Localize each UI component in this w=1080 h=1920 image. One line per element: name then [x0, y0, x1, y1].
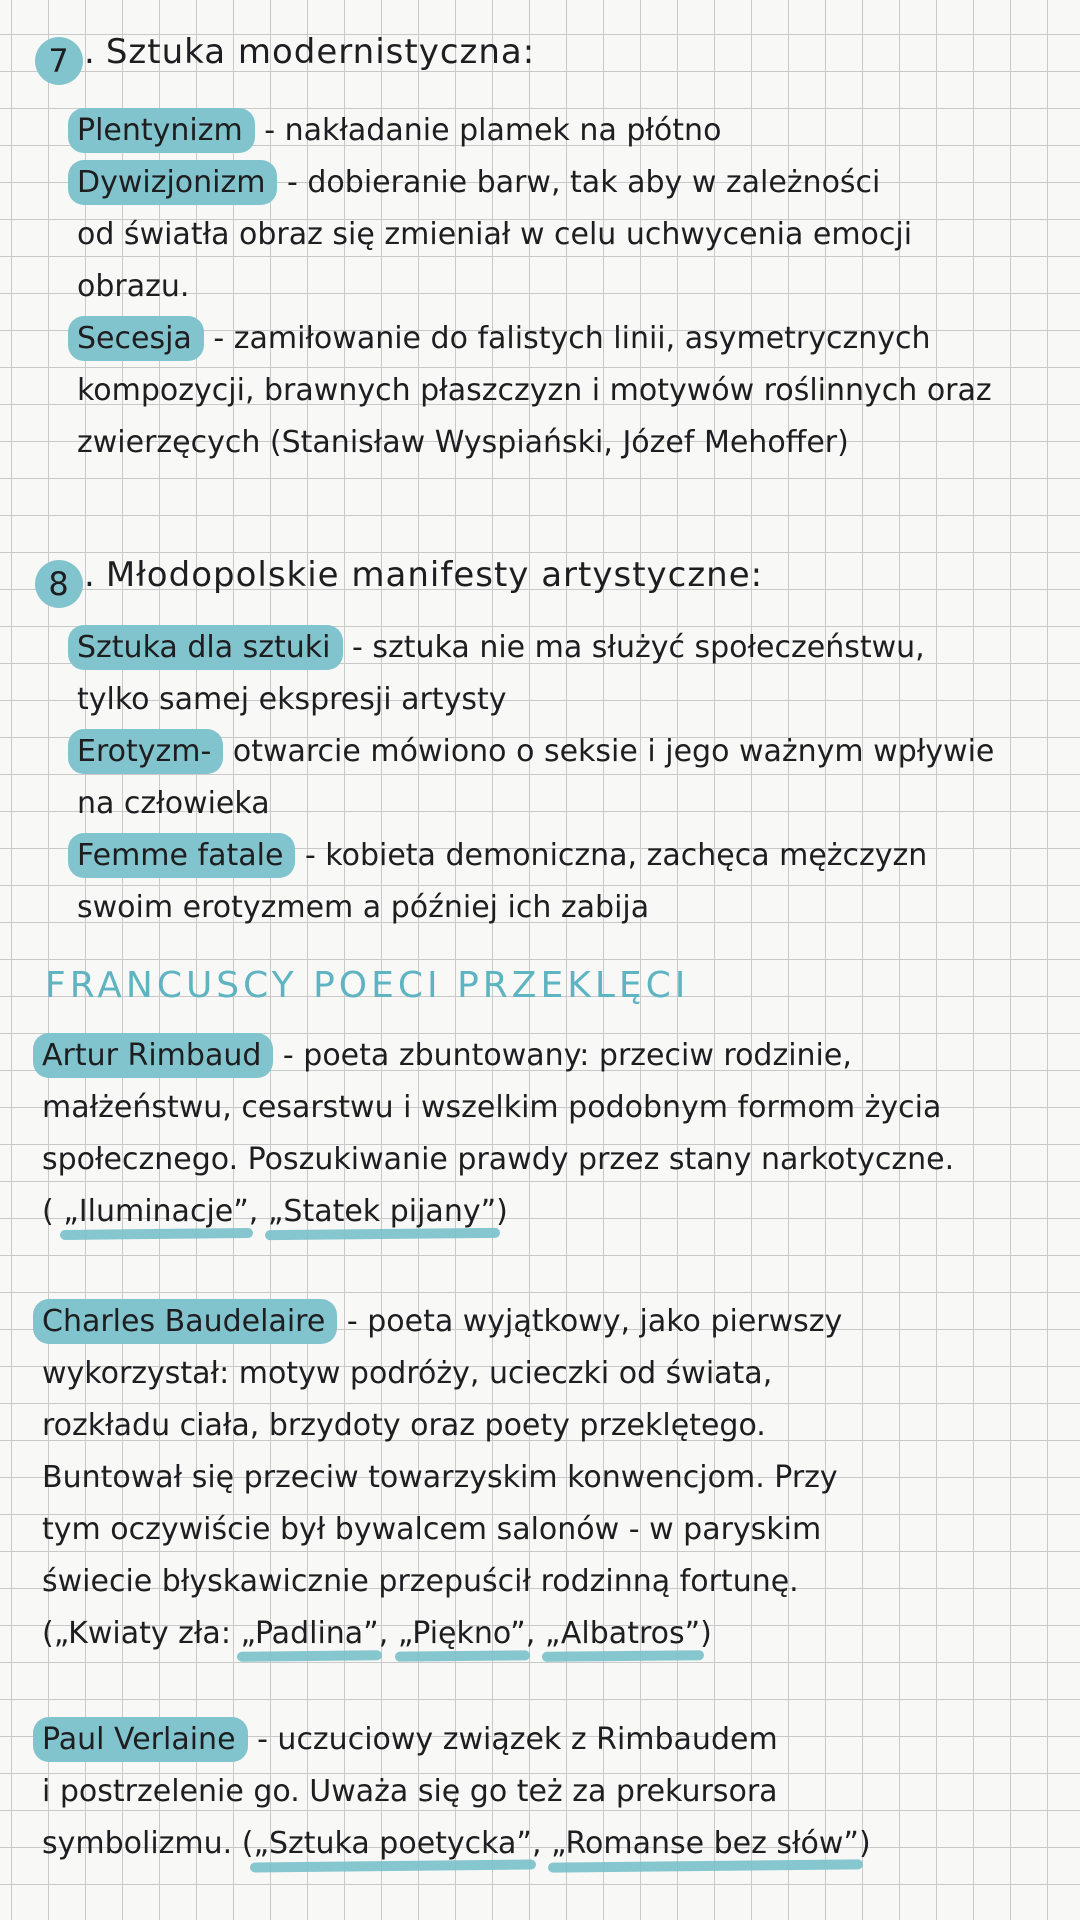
underlined-work-title: „Statek pijany”	[267, 1194, 497, 1229]
section-heading	[35, 549, 1080, 608]
note-line	[77, 313, 1080, 365]
text-segment: swoim erotyzmem a później ich zabija	[77, 890, 650, 925]
text-segment: tym oczywiście był bywalcem salonów - w paryskim	[42, 1512, 822, 1547]
teal-subheading: FRANCUSCY POECI PRZEKLĘCI	[45, 965, 690, 1006]
text-segment: świecie błyskawicznie przepuścił rodzinną fortunę.	[42, 1564, 799, 1599]
text-segment: - sztuka nie ma służyć społeczeństwu,	[342, 630, 925, 665]
note-paragraph	[42, 1030, 1080, 1238]
note-line	[42, 1556, 1080, 1608]
text-segment: otwarcie mówiono o seksie i jego ważnym wpływie	[223, 734, 995, 769]
highlighted-term: Artur Rimbaud	[33, 1033, 273, 1078]
text-segment: (	[42, 1194, 64, 1229]
note-line	[42, 1186, 1080, 1238]
section-number-dot: .	[84, 32, 96, 72]
text-segment: - kobieta demoniczna, zachęca mężczyzn	[295, 838, 928, 873]
note-line	[42, 1400, 1080, 1452]
section-number-badge: 8	[35, 560, 83, 608]
note-paragraph	[77, 105, 1080, 469]
highlighted-term: Paul Verlaine	[33, 1717, 248, 1762]
highlighted-term: Secesja	[68, 316, 204, 361]
highlighted-term: Sztuka dla sztuki	[68, 625, 343, 670]
text-segment: obrazu.	[77, 269, 190, 304]
text-segment: - zamiłowanie do falistych linii, asymetrycznych	[203, 321, 931, 356]
text-segment: symbolizmu. (	[42, 1826, 254, 1861]
note-line	[42, 1608, 1080, 1660]
text-segment: ,	[525, 1616, 545, 1651]
highlighted-term: Plentynizm	[68, 108, 255, 153]
note-line	[77, 365, 1080, 417]
note-line	[77, 261, 1080, 313]
text-segment: zwierzęcych (Stanisław Wyspiański, Józef Mehoffer)	[77, 425, 849, 460]
underlined-work-title: „Padlina”	[240, 1616, 379, 1651]
underlined-work-title: „Iluminacje”	[63, 1194, 249, 1229]
section-title: Sztuka modernistyczna:	[105, 32, 536, 72]
note-line	[77, 105, 1080, 157]
note-line	[42, 1818, 1080, 1870]
underlined-work-title: „Piękno”	[397, 1616, 526, 1651]
text-segment: - dobieranie barw, tak aby w zależności	[277, 165, 881, 200]
text-segment: - poeta wyjątkowy, jako pierwszy	[337, 1304, 843, 1339]
text-segment: - nakładanie plamek na płótno	[254, 113, 722, 148]
note-line	[77, 882, 1080, 934]
note-line	[77, 209, 1080, 261]
section-number-badge: 7	[35, 37, 83, 85]
highlighted-term: Erotyzm-	[68, 729, 223, 774]
text-segment: - uczuciowy związek z Rimbaudem	[247, 1722, 778, 1757]
highlighted-term: Charles Baudelaire	[33, 1299, 337, 1344]
text-segment: Buntował się przeciw towarzyskim konwencjom. Przy	[42, 1460, 838, 1495]
note-line	[42, 1082, 1080, 1134]
text-segment: kompozycji, brawnych płaszczyzn i motywów roślinnych oraz	[77, 373, 992, 408]
note-line	[42, 1030, 1080, 1082]
note-line	[77, 157, 1080, 209]
text-segment: )	[858, 1826, 871, 1861]
underlined-work-title: „Romanse bez słów”	[551, 1826, 859, 1861]
text-segment: na człowieka	[77, 786, 270, 821]
note-line	[77, 778, 1080, 830]
text-segment: od światła obraz się zmieniał w celu uchwycenia emocji	[77, 217, 913, 252]
text-segment: małżeństwu, cesarstwu i wszelkim podobnym formom życia	[42, 1090, 942, 1125]
highlighted-term: Femme fatale	[68, 833, 295, 878]
text-segment: wykorzystał: motyw podróży, ucieczki od świata,	[42, 1356, 773, 1391]
note-line	[42, 1714, 1080, 1766]
note-line	[42, 1766, 1080, 1818]
text-segment: („Kwiaty zła:	[42, 1616, 241, 1651]
note-line	[42, 1296, 1080, 1348]
text-segment: )	[700, 1616, 712, 1651]
note-paragraph	[77, 622, 1080, 934]
note-line	[42, 1452, 1080, 1504]
note-line	[77, 622, 1080, 674]
text-segment: ,	[378, 1616, 398, 1651]
underlined-work-title: „Albatros”	[544, 1616, 701, 1651]
text-segment: ,	[248, 1194, 268, 1229]
text-segment: tylko samej ekspresji artysty	[77, 682, 507, 717]
section-number-dot: .	[84, 555, 96, 595]
note-line	[42, 1504, 1080, 1556]
section-heading	[35, 26, 1080, 85]
note-line	[77, 830, 1080, 882]
text-segment: rozkładu ciała, brzydoty oraz poety przeklętego.	[42, 1408, 766, 1443]
note-line	[77, 674, 1080, 726]
text-segment: i postrzelenie go. Uważa się go też za prekursora	[42, 1774, 778, 1809]
note-line	[42, 1134, 1080, 1186]
note-line	[77, 726, 1080, 778]
note-line	[77, 417, 1080, 469]
text-segment: ,	[531, 1826, 552, 1861]
section-title: Młodopolskie manifesty artystyczne:	[105, 555, 764, 595]
note-line	[42, 1348, 1080, 1400]
note-paragraph	[42, 1296, 1080, 1660]
highlighted-term: Dywizjonizm	[68, 160, 277, 205]
text-segment: )	[496, 1194, 508, 1229]
text-segment: społecznego. Poszukiwanie prawdy przez stany narkotyczne.	[42, 1142, 955, 1177]
text-segment: - poeta zbuntowany: przeciw rodzinie,	[273, 1038, 852, 1073]
note-paragraph	[42, 1714, 1080, 1870]
underlined-work-title: „Sztuka poetycka”	[253, 1826, 532, 1861]
